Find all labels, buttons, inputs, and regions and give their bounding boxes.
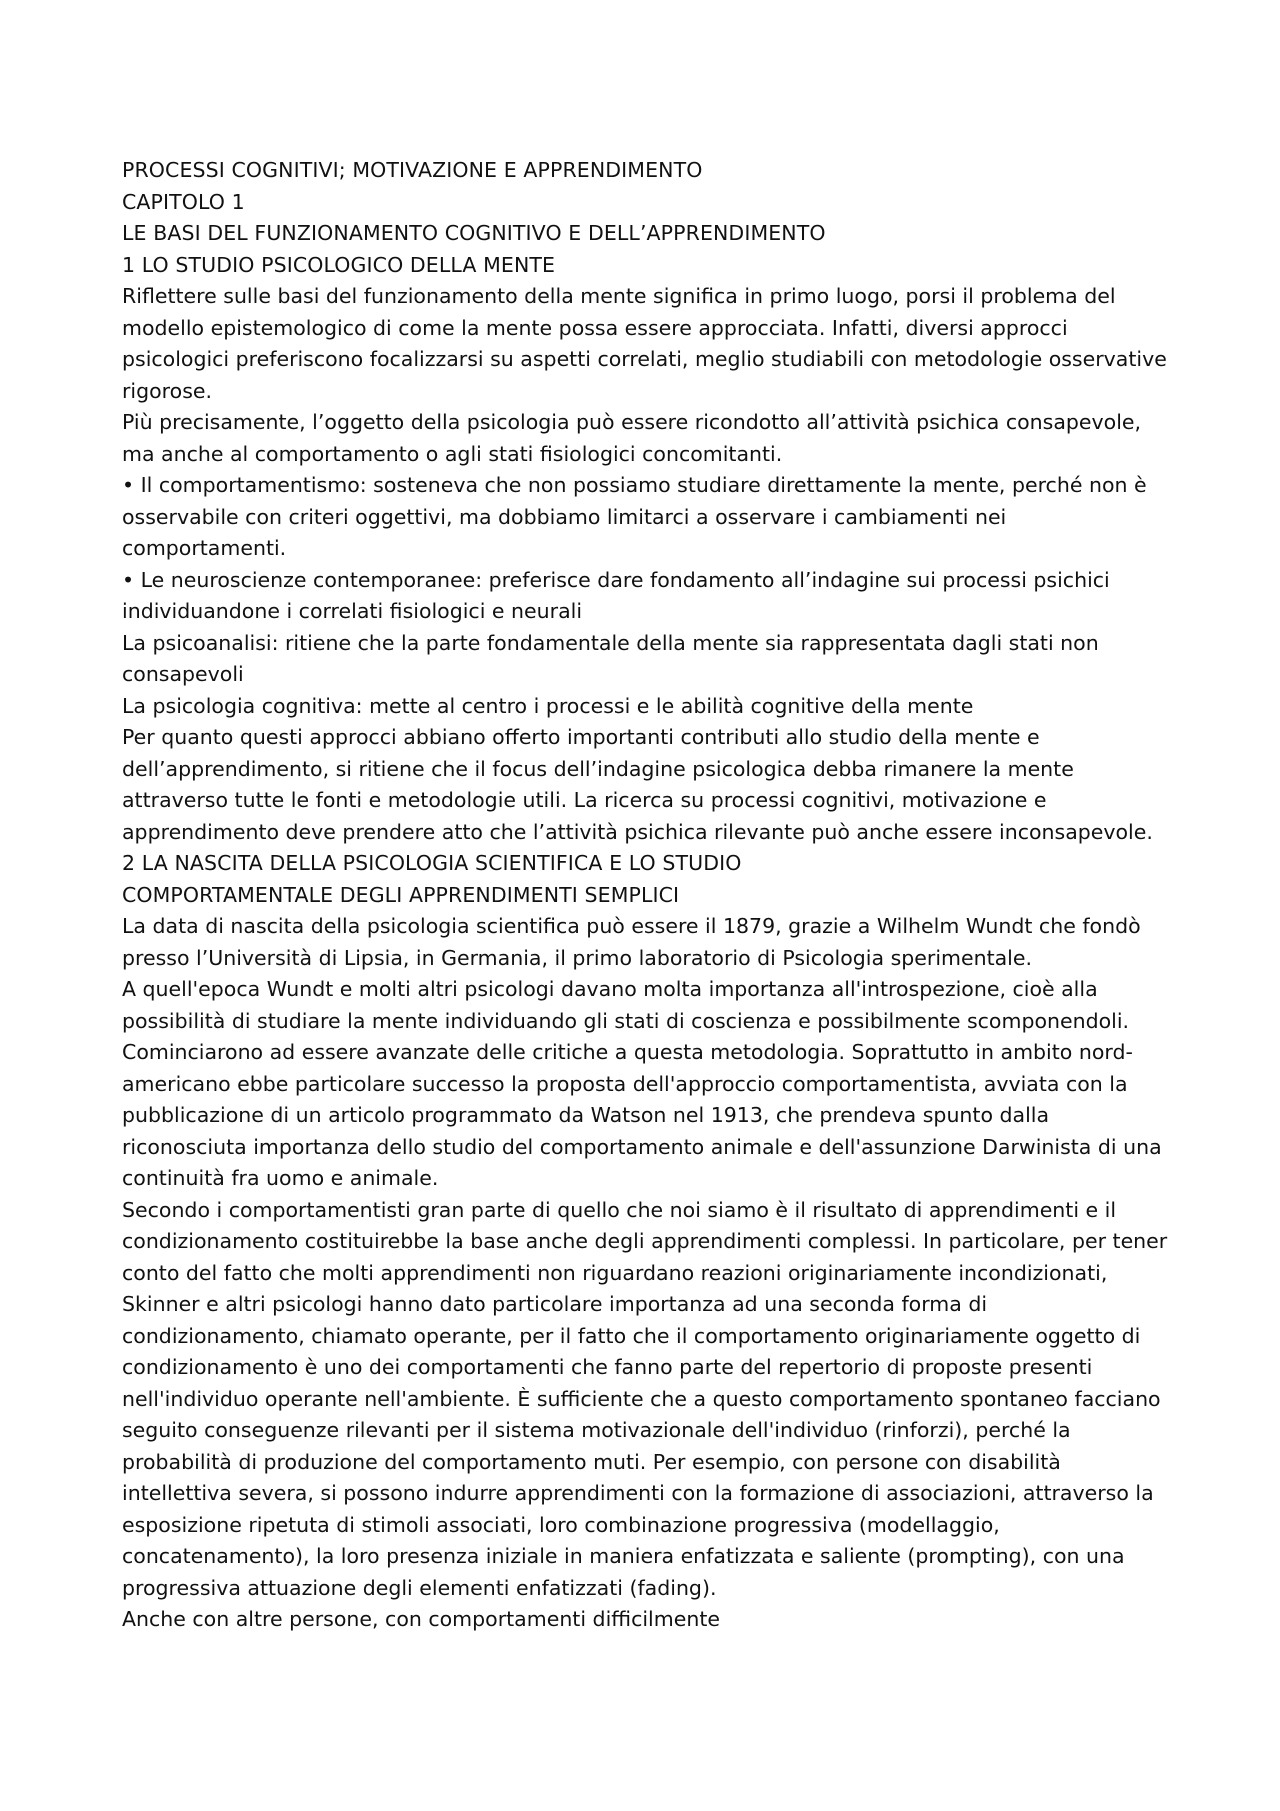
paragraph-4: La data di nascita della psicologia scientifica può essere il 1879, grazie a Wilhelm Wundt che fondò presso l’Università di Lipsia, in Germania, il primo laboratorio di Psicologia sperimentale.	[122, 914, 1141, 970]
document-body	[122, 155, 1172, 1636]
paragraph-cognitive-psychology: La psicologia cognitiva: mette al centro i processi e le abilità cognitive della mente	[122, 693, 974, 718]
section-1-title: 1 LO STUDIO PSICOLOGICO DELLA MENTE	[122, 252, 556, 277]
paragraph-5: A quell'epoca Wundt e molti altri psicologi davano molta importanza all'introspezione, cioè alla possibilità di studiare la mente individuando gli stati di coscienza e possibilmente scomponendoli. Cominciarono ad essere avanzate delle critiche a questa metodologia. Soprattutto in ambito nord-americano ebbe particolare successo la proposta dell'approccio comportamentista, avviata con la pubblicazione di un articolo programmato da Watson nel 1913, che prendeva spunto dalla riconosciuta importanza dello studio del comportamento animale e dell'assunzione Darwinista di una continuità fra uomo e animale.	[122, 977, 1162, 1190]
section-2-title-line-2: COMPORTAMENTALE DEGLI APPRENDIMENTI SEMPLICI	[122, 882, 680, 907]
chapter-label: CAPITOLO 1	[122, 189, 245, 214]
document-title: PROCESSI COGNITIVI; MOTIVAZIONE E APPRENDIMENTO	[122, 158, 703, 182]
paragraph-7: Anche con altre persone, con comportamenti difficilmente	[122, 1607, 720, 1631]
paragraph-psychoanalysis: La psicoanalisi: ritiene che la parte fondamentale della mente sia rappresentata dagli stati non consapevoli	[122, 630, 1099, 686]
paragraph-3: Per quanto questi approcci abbiano offerto importanti contributi allo studio della mente e dell’apprendimento, si ritiene che il focus dell’indagine psicologica debba rimanere la mente attraverso tutte le fonti e metodologie utili. La ricerca su processi cognitivi, motivazione e apprendimento deve prendere atto che l’attività psichica rilevante può anche essere inconsapevole.	[122, 725, 1153, 844]
chapter-title: LE BASI DEL FUNZIONAMENTO COGNITIVO E DELL’APPRENDIMENTO	[122, 221, 826, 245]
bullet-neuroscience: • Le neuroscienze contemporanee: preferisce dare fondamento all’indagine sui processi psichici individuandone i correlati fisiologici e neurali	[122, 567, 1110, 623]
paragraph-6: Secondo i comportamentisti gran parte di quello che noi siamo è il risultato di apprendimenti e il condizionamento costituirebbe la base anche degli apprendimenti complessi. In particolare, per tener conto del fatto che molti apprendimenti non riguardano reazioni originariamente incondizionati, Skinner e altri psicologi hanno dato particolare importanza ad una seconda forma di condizionamento, chiamato operante, per il fatto che il comportamento originariamente oggetto di condizionamento è uno dei comportamenti che fanno parte del repertorio di proposte presenti nell'individuo operante nell'ambiente. È sufficiente che a questo comportamento spontaneo facciano seguito conseguenze rilevanti per il sistema motivazionale dell'individuo (rinforzi), perché la probabilità di produzione del comportamento muti. Per esempio, con persone con disabilità intellettiva severa, si possono indurre apprendimenti con la formazione di associazioni, attraverso la esposizione ripetuta di stimoli associati, loro combinazione progressiva (modellaggio, concatenamento), la loro presenza iniziale in maniera enfatizzata e saliente (prompting), con una progressiva attuazione degli elementi enfatizzati (fading).	[122, 1197, 1168, 1600]
bullet-behaviorism: • Il comportamentismo: sosteneva che non possiamo studiare direttamente la mente, perché non è osservabile con criteri oggettivi, ma dobbiamo limitarci a osservare i cambiamenti nei comportamenti.	[122, 473, 1147, 560]
paragraph-1: Riflettere sulle basi del funzionamento della mente significa in primo luogo, porsi il problema del modello epistemologico di come la mente possa essere approcciata. Infatti, diversi approcci psicologici preferiscono focalizzarsi su aspetti correlati, meglio studiabili con metodologie osservative rigorose.	[122, 284, 1167, 403]
paragraph-2: Più precisamente, l’oggetto della psicologia può essere ricondotto all’attività psichica consapevole, ma anche al comportamento o agli stati fisiologici concomitanti.	[122, 410, 1142, 466]
section-2-title-line-1: 2 LA NASCITA DELLA PSICOLOGIA SCIENTIFICA E LO STUDIO	[122, 851, 742, 875]
